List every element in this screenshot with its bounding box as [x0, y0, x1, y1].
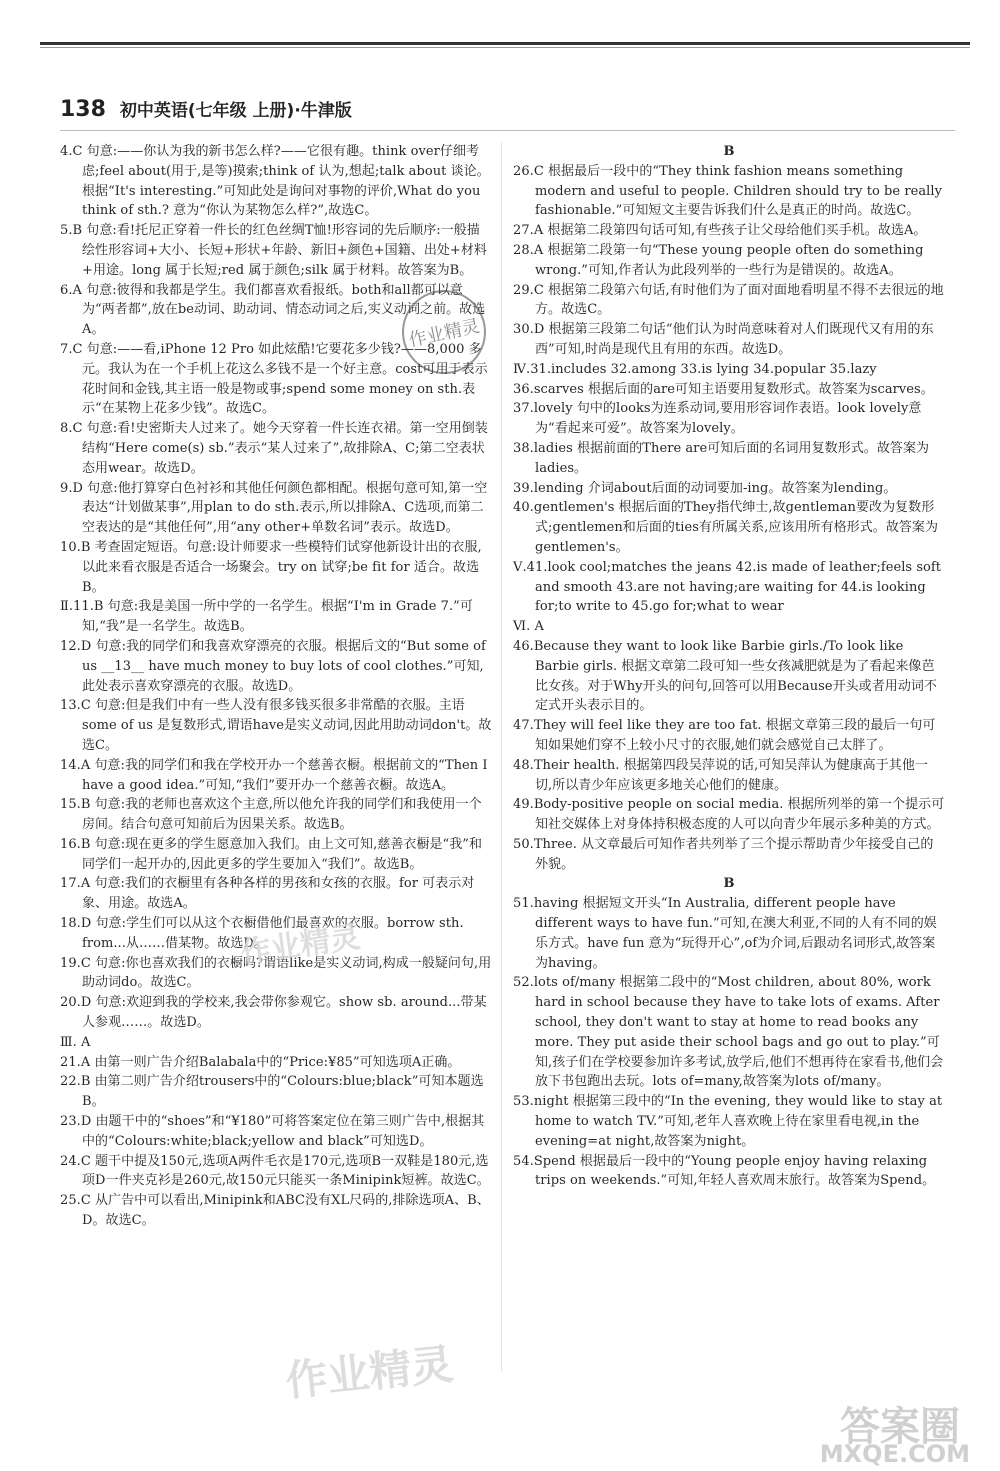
answer-item: 26.C 根据最后一段中的“They think fashion means something modern and useful to people. Children should try to be really fashionable.”可知短文主要告诉我们什么是真正的时尚。故选C。 [513, 163, 942, 219]
answer-item: 29.C 根据第二段第六句话,有时他们为了面对面地看明星不得不去很远的地方。故选C。 [513, 282, 944, 318]
answer-item: 50.Three. 从文章最后可知作者共列举了三个提示帮助青少年接受自己的外貌。 [513, 836, 934, 872]
answer-item: 39.lending 介词about后面的动词要加-ing。故答案为lending。 [513, 480, 897, 496]
book-title: 初中英语(七年级 上册)·牛津版 [119, 101, 352, 121]
answer-item: 51.having 根据短文开头“In Australia, different people have different ways to have fun.”可知,在澳大利亚,不同的人有不同的娱乐方式。have fun 意为“玩得开心”,of为介词,后跟动名词形式,故答案为having。 [513, 896, 937, 971]
right-column [513, 142, 945, 1191]
top-border [40, 42, 970, 50]
answer-item: 8.C 句意:看!史密斯夫人过来了。她今天穿着一件长连衣裙。第一空用倒装结构“Here come(s) sb.”表示“某人过来了”,故排除A、C;第二空表状态用wear。故选D。 [60, 421, 488, 476]
answer-item: Ⅱ.11.B 句意:我是美国一所中学的一名学生。根据“I'm in Grade 7.”可知,“我”是一名学生。故选B。 [60, 599, 473, 635]
page-number: 138 [60, 97, 106, 122]
answer-item: 17.A 句意:我们的衣橱里有各种各样的男孩和女孩的衣服。for 可表示对象、用途。故选A。 [60, 876, 475, 912]
answer-item: 30.D 根据第三段第二句话“他们认为时尚意味着对人们既现代又有用的东西”可知,时尚是现代且有用的东西。故选D。 [513, 322, 934, 357]
answer-item: 16.B 句意:现在更多的学生愿意加入我们。由上文可知,慈善衣橱是“我”和同学们一起开办的,因此更多的学生要加入“我们”。故选B。 [60, 836, 483, 872]
subsection-heading: B [723, 144, 735, 159]
answer-item: 38.ladies 根据前面的There are可知后面的名词用复数形式。故答案为ladies。 [513, 440, 930, 476]
answer-item: 53.night 根据第三段中的“In the evening, they would like to stay at home to watch TV.”可知,老年人喜欢晚上待在家里看电视,in the evening=at night,故答案为night。 [513, 1094, 943, 1149]
answer-item: 4.C 句意:——你认为我的新书怎么样?——它很有趣。think over仔细考虑;feel about(用于,是等)摸索;think of 认为,想起;talk about 谈论。根据“It's interesting.”可知此处是询问对事物的评价,What do you think of sth.? 意为“你认为某物怎么样?”,故选C。 [60, 144, 490, 219]
section-heading: Ⅲ. A [60, 1034, 91, 1050]
watermark-url: MXQE.COM [819, 1440, 970, 1468]
answer-item: 36.scarves 根据后面的are可知主语要用复数形式。故答案为scarves。 [513, 381, 934, 397]
answer-item: 21.A 由第一则广告介绍Balabala中的“Price:¥85”可知选项A正确。 [60, 1054, 461, 1070]
watermark-logo: 答案圈 [840, 1404, 960, 1450]
answer-item: 10.B 考查固定短语。句意:设计师要求一些模特们试穿他新设计出的衣服,以此来看衣服是否适合一场聚会。try on 试穿;be fit for 适合。故选B。 [60, 539, 482, 595]
answer-item: 25.C 从广告中可以看出,Minipink和ABC没有XL尺码的,排除选项A、B、D。故选C。 [60, 1193, 490, 1229]
header-rule [60, 130, 955, 131]
watermark-mid: 作业精灵 [238, 919, 363, 972]
answer-item: 48.Their health. 根据第四段吴萍说的话,可知吴萍认为健康高于其他一切,所以青少年应该更多地关心他们的健康。 [513, 757, 928, 793]
answer-item: 46.Because they want to look like Barbie girls./To look like Barbie girls. 根据文章第二段可知一些女孩减肥就是为了看起来像芭比女孩。对于Why开头的问句,回答可以用Because开头或者用动词不定式开头表示目的。 [513, 638, 937, 714]
answer-item: 14.A 句意:我的同学们和我在学校开办一个慈善衣橱。根据前文的“Then I have a good idea.”可知,“我们”要开办一个慈善衣橱。故选A。 [60, 757, 488, 793]
answer-item: 49.Body-positive people on social media. 根据所列举的第一个提示可知社交媒体上对身体持积极态度的人可以向青少年展示多种美的方式。 [513, 797, 945, 833]
handwritten-stamp: 作业精灵 [394, 282, 494, 382]
answer-item: 19.C 句意:你也喜欢我们的衣橱吗?谓语like是实义动词,构成一般疑问句,用助动词do。故选C。 [60, 955, 492, 991]
answer-item: 40.gentlemen's 根据后面的They指代绅士,故gentleman要改为复数形式;gentlemen和后面的ties有所属关系,应该用所有格形式。故答案为gentlemen's。 [513, 500, 939, 555]
subsection-heading: B [723, 876, 735, 892]
column-divider [501, 142, 502, 1372]
answer-item: 47.They will feel like they are too fat. 根据文章第三段的最后一句可知如果她们穿不上较小尺寸的衣服,她们就会感觉自己太胖了。 [513, 718, 936, 753]
answer-item: 28.A 根据第二段第一句“These young people often do something wrong.”可知,作者认为此段列举的一些行为是错误的。故选A。 [513, 242, 924, 278]
answer-item: 52.lots of/many 根据第二段中的“Most children, about 80%, work hard in school because they have to take lots of exams. After school, they don't want to stay at home to read books any more. They put aside their school bags and go out to play.”可知,孩子们在学校要参加许多考试,放学后,他们不想再待在家看书,他们会放下书包跑出去玩。lots of=many,故答案为lots of/many。 [513, 975, 944, 1090]
answer-item: 54.Spend 根据最后一段中的“Young people enjoy having relaxing trips on weekends.”可知,年轻人喜欢周末旅行。故答案为Spend。 [513, 1153, 936, 1189]
answer-item: 9.D 句意:他打算穿白色衬衫和其他任何颜色都相配。根据句意可知,第一空表达“计划做某事”,用plan to do sth.表示,所以排除A、C选项,而第二空表达的是“其他任何”,用“any other+单数名词”表示。故选D。 [60, 480, 488, 536]
answer-item: 18.D 句意:学生们可以从这个衣橱借他们最喜欢的衣服。borrow sth. from...从……借某物。故选D。 [60, 916, 464, 951]
answer-item: 15.B 句意:我的老师也喜欢这个主意,所以他允许我的同学们和我使用一个房间。结合句意可知前后为因果关系。故选B。 [60, 797, 482, 833]
answer-item: 24.C 题干中提及150元,选项A两件毛衣是170元,选项B一双鞋是180元,选项D一件夹克衫是260元,故150元只能买一条Minipink短裤。故选C。 [60, 1153, 490, 1189]
answer-item: 23.D 由题干中的“shoes”和“¥180”可将答案定位在第三则广告中,根据其中的“Colours:white;black;yellow and black”可知选D。 [60, 1114, 485, 1149]
watermark-bottom: 作业精灵 [283, 1339, 456, 1406]
answer-item: 27.A 根据第二段第四句话可知,有些孩子让父母给他们买手机。故选A。 [513, 223, 927, 239]
answer-item: 20.D 句意:欢迎到我的学校来,我会带你参观它。show sb. around...带某人参观……。故选D。 [60, 995, 487, 1031]
answer-item: 7.C 句意:——看,iPhone 12 Pro 如此炫酷!它要花多少钱?——8,000 多元。我认为在一个手机上花这么多钱不是一个好主意。cost可用于表示花时间和金钱,其主语一般是物或事;spend some money on sth.表示“在某物上花多少钱”。故选C。 [60, 341, 488, 417]
answer-item: Ⅳ.31.includes 32.among 33.is lying 34.popular 35.lazy [513, 361, 877, 377]
answer-item: 6.A 句意:彼得和我都是学生。我们都喜欢看报纸。both和all都可以意为“两者都”,放在be动词、助动词、情态动词之后,实义动词之前。故选A。 [60, 282, 486, 338]
answer-item: 22.B 由第二则广告介绍trousers中的“Colours:blue;black”可知本题选B。 [60, 1074, 484, 1110]
answer-item: 5.B 句意:看!托尼正穿着一件长的红色丝绸T恤!形容词的先后顺序:一般描绘性形容词+大小、长短+形状+年龄、新旧+颜色+国籍、出处+材料+用途。long 属于长短;red 属于颜色;silk 属于材料。故答案为B。 [60, 223, 487, 278]
answer-item: 37.lovely 句中的looks为连系动词,要用形容词作表语。look lovely意为“看起来可爱”。故答案为lovely。 [513, 401, 922, 437]
answer-item: 13.C 句意:但是我们中有一些人没有很多钱买很多非常酷的衣服。主语some of us 是复数形式,谓语have是实义动词,因此用助动词don't。故选C。 [60, 698, 492, 753]
answer-item: 12.D 句意:我的同学们和我喜欢穿漂亮的衣服。根据后文的“But some of us __13__ have much money to buy lots of cool clothes.”可知,此处表示喜欢穿漂亮的衣服。故选D。 [60, 638, 486, 694]
section-heading: Ⅵ. A [513, 619, 544, 635]
page-header [60, 96, 352, 122]
answer-item: Ⅴ.41.look cool;matches the jeans 42.is made of leather;feels soft and smooth 43.are not having;are waiting for 44.is looking for;to write to 45.go for;what to wear [513, 559, 942, 615]
